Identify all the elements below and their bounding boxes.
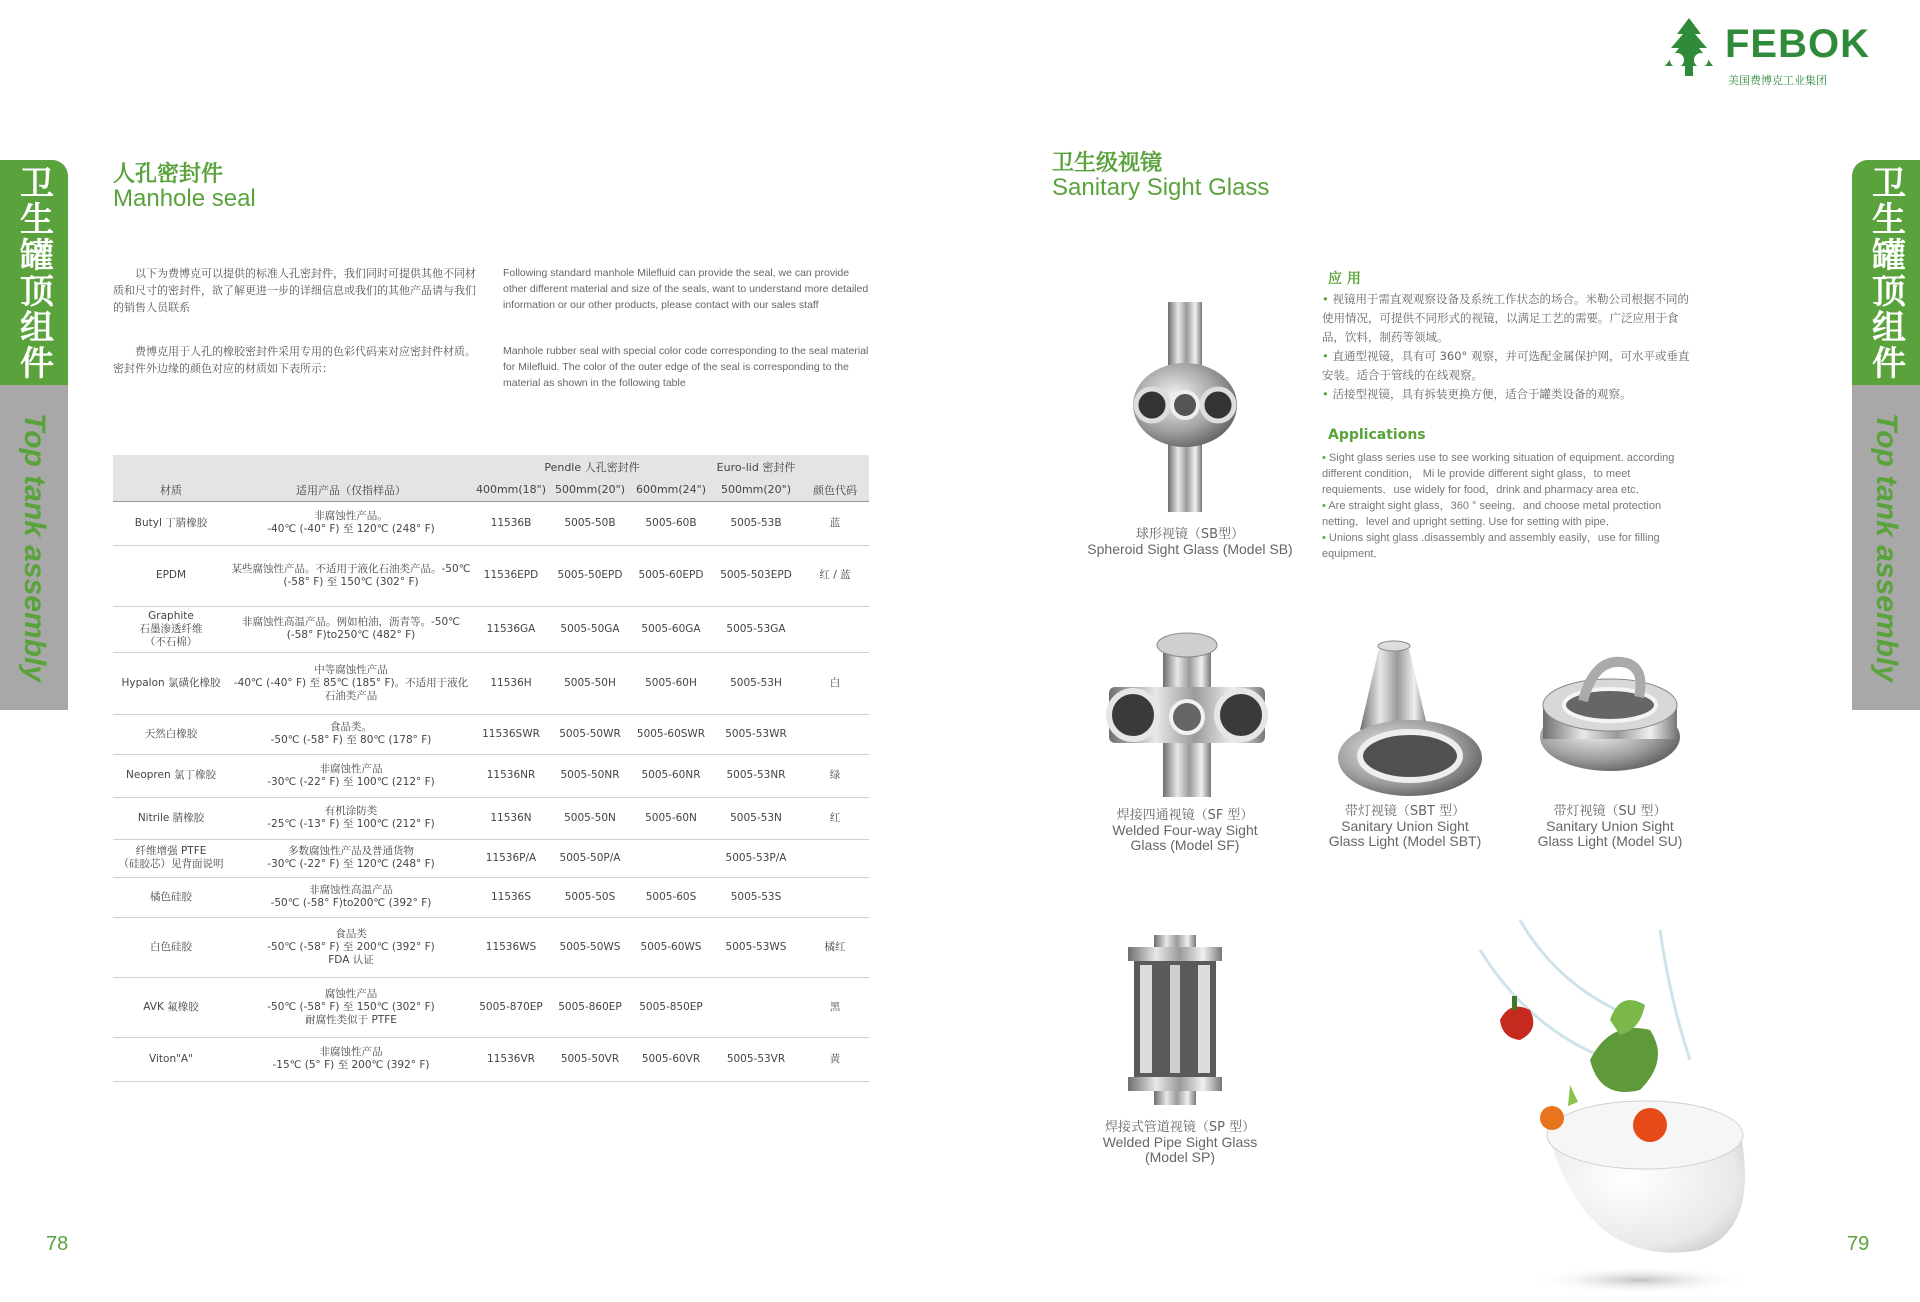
- side-tab-cn-right: 卫生罐顶组件: [1852, 160, 1920, 385]
- table-row: [113, 754, 869, 797]
- applications-heading-en: Applications: [1328, 427, 1426, 443]
- table-cell: 中等腐蚀性产品 -40℃ (-40° F) 至 85℃ (185° F)。不适用于液化石油类产品: [229, 652, 473, 714]
- table-cell: 非腐蚀性产品 -15℃ (5° F) 至 200℃ (392° F): [229, 1037, 473, 1081]
- table-cell: 5005-60EPD: [631, 545, 711, 606]
- table-cell: 5005-50B: [549, 501, 631, 545]
- table-cell: 5005-50GA: [549, 606, 631, 652]
- column-header: 400mm(18"): [473, 479, 549, 501]
- table-cell: 天然白橡胶: [113, 714, 229, 754]
- column-header: 颜色代码: [801, 479, 869, 501]
- side-tab-right: [1852, 160, 1920, 710]
- table-cell: 5005-503EPD: [711, 545, 801, 606]
- table-cell: 5005-50WR: [549, 714, 631, 754]
- application-item: • Unions sight glass .disassembly and assembly easily，use for filling equipment．: [1322, 530, 1690, 562]
- table-cell: [631, 839, 711, 877]
- table-cell: 5005-50P/A: [549, 839, 631, 877]
- table-cell: [801, 877, 869, 917]
- table-cell: 白: [801, 652, 869, 714]
- table-cell: Viton"A": [113, 1037, 229, 1081]
- table-cell: 5005-53N: [711, 797, 801, 839]
- table-cell: 红: [801, 797, 869, 839]
- table-cell: 11536P/A: [473, 839, 549, 877]
- spheroid-sight-glass-image: [1120, 300, 1250, 515]
- table-cell: 5005-53GA: [711, 606, 801, 652]
- table-cell: 11536S: [473, 877, 549, 917]
- side-tab-cn: 卫生罐顶组件: [0, 160, 68, 385]
- column-header: 适用产品（仅指样品）: [229, 479, 473, 501]
- application-item: • Are straight sight glass，360 ° seeing．and choose metal protection netting．level and upright setting. Use for setting with pipe．: [1322, 498, 1690, 530]
- table-cell: 5005-53VR: [711, 1037, 801, 1081]
- table-cell: 5005-50NR: [549, 754, 631, 797]
- group-pendle: Pendle 人孔密封件: [473, 455, 711, 479]
- table-cell: [711, 977, 801, 1037]
- table-cell: 5005-860EP: [549, 977, 631, 1037]
- table-row: [113, 917, 869, 977]
- table-cell: 5005-50S: [549, 877, 631, 917]
- table-cell: 5005-60GA: [631, 606, 711, 652]
- table-cell: 5005-50WS: [549, 917, 631, 977]
- febok-logo: [1655, 10, 1870, 90]
- column-header: 材质: [113, 479, 229, 501]
- table-cell: 纤维增强 PTFE （硅胶芯）见背面说明: [113, 839, 229, 877]
- table-cell: Graphite 石墨渗透纤维 （不石棉）: [113, 606, 229, 652]
- table-cell: [801, 839, 869, 877]
- table-row: [113, 606, 869, 652]
- table-cell: 5005-53NR: [711, 754, 801, 797]
- table-cell: 蓝: [801, 501, 869, 545]
- side-tab-left: [0, 160, 68, 710]
- sight-glass-title-cn: 卫生级视镜: [1052, 151, 1163, 176]
- brand-subtitle: 美国费博克工业集团: [1728, 74, 1827, 87]
- table-row: [113, 977, 869, 1037]
- table-cell: 5005-53H: [711, 652, 801, 714]
- table-cell: 食品类。 -50℃ (-58° F) 至 80℃ (178° F): [229, 714, 473, 754]
- table-row: [113, 714, 869, 754]
- table-cell: 11536NR: [473, 754, 549, 797]
- table-cell: 非腐蚀性产品 -30℃ (-22° F) 至 100℃ (212° F): [229, 754, 473, 797]
- table-row: [113, 1037, 869, 1081]
- table-cell: 5005-53P/A: [711, 839, 801, 877]
- table-cell: 5005-60N: [631, 797, 711, 839]
- table-cell: 5005-850EP: [631, 977, 711, 1037]
- table-cell: 腐蚀性产品 -50℃ (-58° F) 至 150℃ (302° F) 耐腐性类似于 PTFE: [229, 977, 473, 1037]
- applications-list-cn: [1322, 290, 1690, 404]
- table-cell: [801, 606, 869, 652]
- table-cell: 有机涂防类 -25℃ (-13° F) 至 100℃ (212° F): [229, 797, 473, 839]
- table-cell: 5005-870EP: [473, 977, 549, 1037]
- table-row: [113, 652, 869, 714]
- application-item: • 视镜用于需直观观察设备及系统工作状态的场合。米勒公司根据不同的使用情况，可提供不同形式的视镜，以满足工艺的需要。广泛应用于食品，饮料，制药等领域。: [1322, 290, 1690, 347]
- table-cell: 5005-60VR: [631, 1037, 711, 1081]
- table-cell: 11536GA: [473, 606, 549, 652]
- side-tab-en: Top tank assembly: [0, 385, 68, 710]
- application-item: • Sight glass series use to see working situation of equipment. according different condition， Mi le provide different sight glass，to meet requiements．use widely for food，drink and pharmacy area etc．: [1322, 450, 1690, 498]
- table-cell: 非腐蚀性产品。 -40℃ (-40° F) 至 120℃ (248° F): [229, 501, 473, 545]
- manhole-title-en: Manhole seal: [113, 185, 256, 212]
- table-cell: 11536N: [473, 797, 549, 839]
- table-cell: 非腐蚀性高温产品 -50℃ (-58° F)to200℃ (392° F): [229, 877, 473, 917]
- intro-en-2: Manhole rubber seal with special color code corresponding to the seal material for Milefluid. The color of the outer edge of the seal is corresponding to the material as shown in the following table: [503, 345, 869, 389]
- manhole-title-cn: 人孔密封件: [113, 162, 224, 187]
- vegetable-bowl-illustration: [1440, 910, 1790, 1300]
- brand-name: FEBOK: [1725, 22, 1870, 66]
- table-cell: 食品类 -50℃ (-58° F) 至 200℃ (392° F) FDA 认证: [229, 917, 473, 977]
- table-cell: 11536VR: [473, 1037, 549, 1081]
- sight-glass-light-sbt-image: [1330, 640, 1490, 800]
- table-cell: 5005-60SWR: [631, 714, 711, 754]
- column-header: 500mm(20"): [711, 479, 801, 501]
- table-cell: 橘色硅胶: [113, 877, 229, 917]
- table-cell: 5005-53B: [711, 501, 801, 545]
- table-cell: 5005-60B: [631, 501, 711, 545]
- table-row: [113, 501, 869, 545]
- table-cell: 5005-53WR: [711, 714, 801, 754]
- caption-sf: 焊接四通视镜（SF 型） Welded Four-way Sight Glass (Model SF): [1112, 808, 1258, 853]
- sight-glass-title-en: Sanitary Sight Glass: [1052, 174, 1270, 201]
- table-cell: 5005-60S: [631, 877, 711, 917]
- table-cell: Hypalon 氯磺化橡胶: [113, 652, 229, 714]
- table-cell: Nitrile 腈橡胶: [113, 797, 229, 839]
- table-cell: 5005-53S: [711, 877, 801, 917]
- table-cell: 11536B: [473, 501, 549, 545]
- table-cell: [801, 714, 869, 754]
- table-cell: 5005-60WS: [631, 917, 711, 977]
- table-body: [113, 501, 869, 1081]
- caption-sb: 球形视镜（SB型） Spheroid Sight Glass (Model SB): [1087, 527, 1293, 557]
- intro-cn-1: 以下为费博克可以提供的标准人孔密封件，我们同时可提供其他不同材质和尺寸的密封件，欲了解更进一步的详细信息或我们的其他产品请与我们的销售人员联系: [113, 267, 476, 314]
- table-cell: 5005-53WS: [711, 917, 801, 977]
- caption-sp: 焊接式管道视镜（SP 型） Welded Pipe Sight Glass (Model SP): [1102, 1120, 1258, 1165]
- table-cell: 5005-60H: [631, 652, 711, 714]
- intro-cn-2: 费博克用于人孔的橡胶密封件采用专用的色彩代码来对应密封件材质。密封件外边缘的颜色对应的材质如下表所示：: [113, 345, 476, 375]
- table-cell: 5005-60NR: [631, 754, 711, 797]
- table-cell: 红 / 蓝: [801, 545, 869, 606]
- table-cell: 11536WS: [473, 917, 549, 977]
- table-cell: Neopren 氯丁橡胶: [113, 754, 229, 797]
- side-tab-en-right: Top tank assembly: [1852, 385, 1920, 710]
- table-row: [113, 545, 869, 606]
- application-item: • 活接型视镜，具有拆装更换方便，适合于罐类设备的观察。: [1322, 385, 1690, 404]
- table-row: [113, 877, 869, 917]
- table-cell: AVK 氟橡胶: [113, 977, 229, 1037]
- caption-su: 带灯视镜（SU 型） Sanitary Union Sight Glass Light (Model SU): [1537, 804, 1683, 849]
- table-cell: 11536H: [473, 652, 549, 714]
- table-header-row: [113, 479, 869, 501]
- table-cell: 非腐蚀性高温产品。例如柏油，沥青等。-50℃ (-58° F)to250℃ (482° F): [229, 606, 473, 652]
- table-cell: 橘红: [801, 917, 869, 977]
- group-euro: Euro-lid 密封件: [711, 455, 801, 479]
- application-item: • 直通型视镜，具有可 360° 观察，并可选配金属保护网，可水平或垂直安装。适合于管线的在线观察。: [1322, 347, 1690, 385]
- intro-en-1: Following standard manhole Milefluid can provide the seal, we can provide other different material and size of the seals, want to understand more detailed information or our other products, please contact with our sales staff: [503, 267, 869, 311]
- caption-sbt: 带灯视镜（SBT 型） Sanitary Union Sight Glass Light (Model SBT): [1328, 804, 1482, 849]
- tree-logo-icon: [1655, 16, 1723, 78]
- table-cell: 5005-50EPD: [549, 545, 631, 606]
- table-cell: Butyl 丁腈橡胶: [113, 501, 229, 545]
- table-row: [113, 797, 869, 839]
- table-cell: 11536EPD: [473, 545, 549, 606]
- table-cell: 5005-50H: [549, 652, 631, 714]
- table-cell: 绿: [801, 754, 869, 797]
- table-cell: EPDM: [113, 545, 229, 606]
- welded-pipe-sight-glass-image: [1118, 935, 1233, 1105]
- applications-list-en: [1322, 450, 1690, 562]
- welded-four-way-sight-glass-image: [1105, 625, 1270, 800]
- table-cell: 11536SWR: [473, 714, 549, 754]
- table-cell: 黄: [801, 1037, 869, 1081]
- table-row: [113, 839, 869, 877]
- table-cell: 多数腐蚀性产品及普通货物 -30℃ (-22° F) 至 120℃ (248° F): [229, 839, 473, 877]
- manhole-seal-table: [113, 455, 869, 1082]
- page-number-right: 79: [1847, 1233, 1870, 1255]
- table-cell: 5005-50N: [549, 797, 631, 839]
- table-cell: 白色硅胶: [113, 917, 229, 977]
- page-number-left: 78: [46, 1233, 69, 1255]
- column-header: 600mm(24"): [631, 479, 711, 501]
- table-cell: 黑: [801, 977, 869, 1037]
- table-cell: 5005-50VR: [549, 1037, 631, 1081]
- table-group-header: [113, 455, 869, 479]
- applications-heading-cn: 应 用: [1328, 271, 1361, 287]
- column-header: 500mm(20"): [549, 479, 631, 501]
- sight-glass-light-su-image: [1535, 645, 1685, 775]
- table-cell: 某些腐蚀性产品。不适用于液化石油类产品。-50℃ (-58° F) 至 150℃ (302° F): [229, 545, 473, 606]
